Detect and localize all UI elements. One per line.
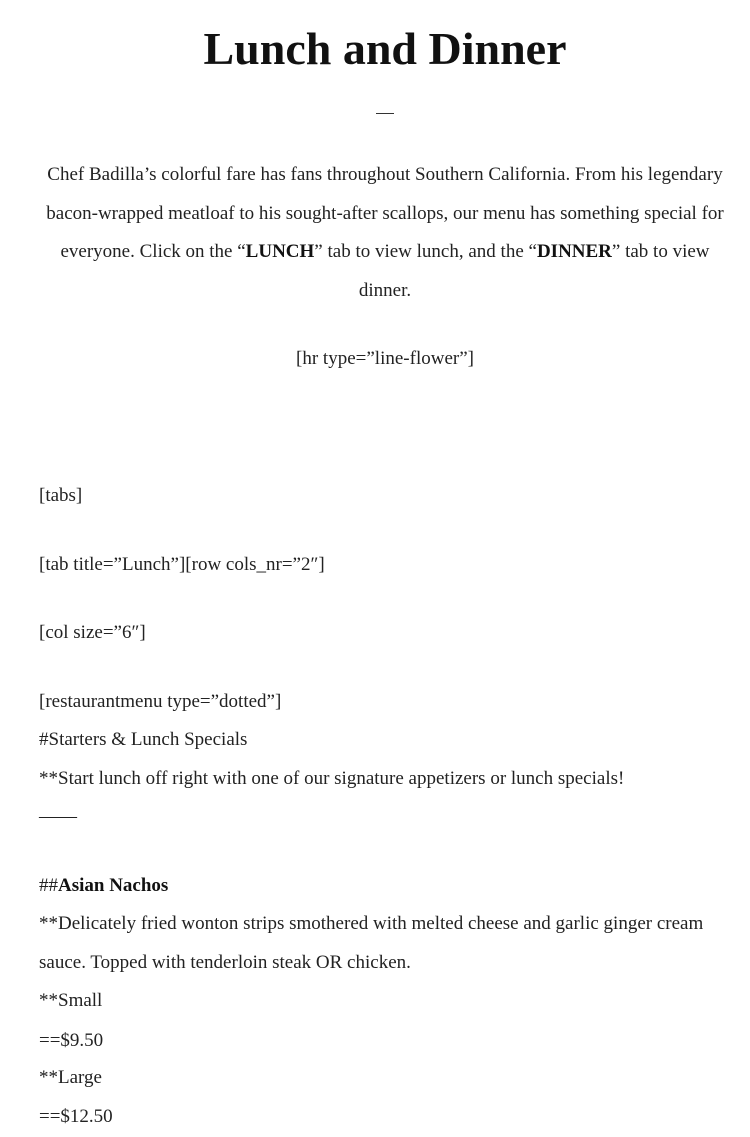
intro-text-1: Chef Badilla’s colorful fare has fans throughout Southern California. From his legendary bacon-wrapped meatloaf to his sought-after scallops, our menu has something special for everyone. Click on the “ <box>46 164 724 263</box>
menu-item-price-large: ==$12.50 <box>39 1106 113 1127</box>
menu-item-size-small: **Small <box>39 990 103 1011</box>
intro-dinner-keyword: DINNER <box>536 241 612 263</box>
menu-item-size-large: **Large <box>39 1067 102 1088</box>
menu-section-description: **Start lunch off right with one of our signature appetizers or lunch specials! <box>39 768 625 789</box>
intro-lunch-keyword: LUNCH <box>245 241 315 263</box>
menu-item-price-small: ==$9.50 <box>39 1030 104 1051</box>
page-title: Lunch and Dinner <box>203 23 567 74</box>
tab-row-shortcode: [tab title=”Lunch”][row cols_nr=”2″] <box>39 554 325 575</box>
tabs-shortcode: [tabs] <box>39 485 83 506</box>
intro-paragraph <box>40 156 730 310</box>
menu-item-description: **Delicately fried wonton strips smothered with melted cheese and garlic ginger cream sauce. Topped with tenderloin steak OR chicken. <box>39 913 704 973</box>
title-divider <box>376 113 394 114</box>
hr-shortcode: [hr type=”line-flower”] <box>296 348 474 369</box>
intro-text-2: ” tab to view lunch, and the “ <box>314 241 537 263</box>
menu-item-title <box>39 867 168 906</box>
menu-separator: —— <box>39 806 77 827</box>
menu-item-prefix: ## <box>39 875 58 896</box>
restaurantmenu-shortcode: [restaurantmenu type=”dotted”] <box>39 691 282 712</box>
menu-section-heading: #Starters & Lunch Specials <box>39 729 248 750</box>
col-shortcode: [col size=”6″] <box>39 622 146 643</box>
intro-text-3: ” tab to view dinner. <box>358 241 710 301</box>
menu-item-name: Asian Nachos <box>58 875 169 896</box>
